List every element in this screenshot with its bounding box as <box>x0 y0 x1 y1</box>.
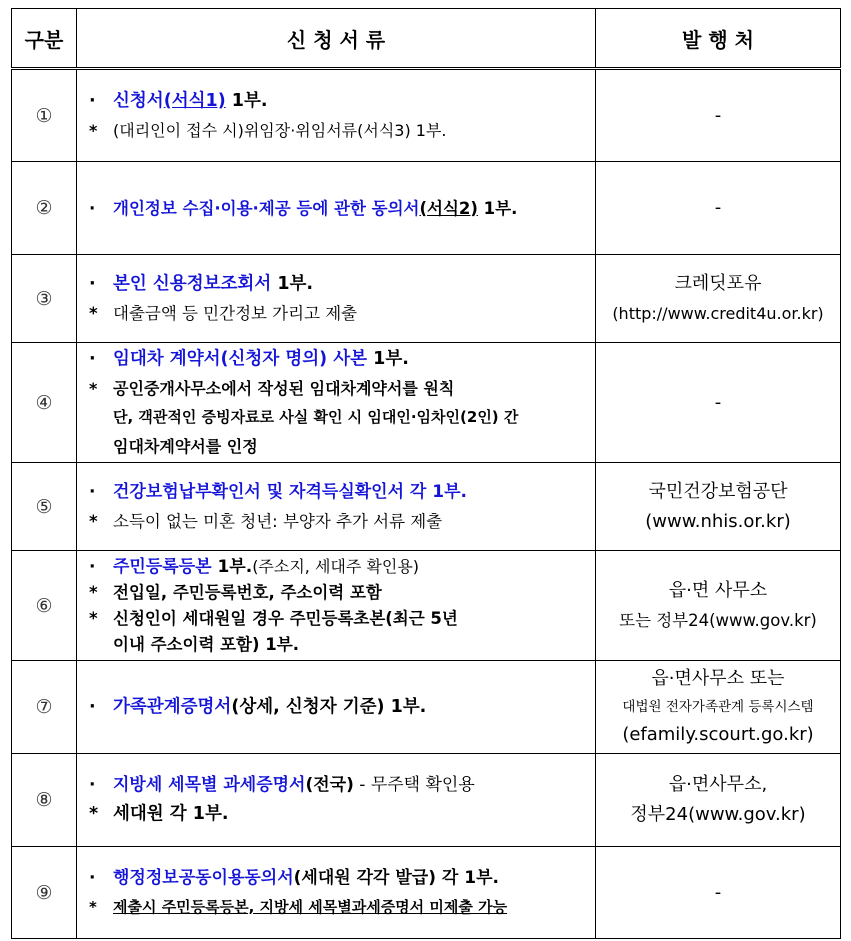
asterisk-icon: * <box>89 120 98 140</box>
table-row <box>12 661 841 754</box>
issuer-cell: 읍·면 사무소 또는 정부24(www.gov.kr) <box>596 551 841 661</box>
row-number: ⑥ <box>12 551 77 661</box>
row-number: ④ <box>12 343 77 463</box>
document-cell: · 개인정보 수집·이용·제공 등에 관한 동의서(서식2) 1부. <box>77 162 596 255</box>
bullet-icon: · <box>89 273 96 294</box>
issuer-cell: 읍·면사무소, 정부24(www.gov.kr) <box>596 754 841 847</box>
issuer-cell: - <box>596 69 841 162</box>
document-cell: · 임대차 계약서(신청자 명의) 사본 1부. * 공인중개사무소에서 작성된 임대차계약서를 원칙 단, 객관적인 증빙자료로 사실 확인 시 임대인·임차인(2인) 간 임대차계약서를 인정 <box>77 343 596 463</box>
row-number: ⑤ <box>12 463 77 551</box>
document-cell: · 가족관계증명서(상세, 신청자 기준) 1부. <box>77 661 596 754</box>
issuer-cell: - <box>596 847 841 939</box>
row-number: ⑦ <box>12 661 77 754</box>
bullet-icon: · <box>89 867 96 888</box>
bullet-icon: · <box>89 481 96 502</box>
row-number: ③ <box>12 255 77 343</box>
asterisk-icon: * <box>89 582 98 602</box>
bullet-icon: · <box>89 90 96 111</box>
table-row <box>12 69 841 162</box>
issuer-cell: - <box>596 343 841 463</box>
asterisk-icon: * <box>89 897 97 916</box>
bullet-icon: · <box>89 198 96 218</box>
table-row <box>12 343 841 463</box>
bullet-icon: · <box>89 696 96 717</box>
header-issuer: 발 행 처 <box>596 9 841 69</box>
table-row <box>12 551 841 661</box>
header-row <box>12 9 841 69</box>
document-cell: · 행정정보공동이용동의서(세대원 각각 발급) 각 1부. * 제출시 주민등록등본, 지방세 세목별과세증명서 미제출 가능 <box>77 847 596 939</box>
document-cell: · 본인 신용정보조회서 1부. * 대출금액 등 민간정보 가리고 제출 <box>77 255 596 343</box>
document-cell: · 지방세 세목별 과세증명서(전국) - 무주택 확인용 * 세대원 각 1부. <box>77 754 596 847</box>
document-cell: · 신청서(서식1) 1부. * (대리인이 접수 시)위임장·위임서류(서식3) 1부. <box>77 69 596 162</box>
issuer-cell: 국민건강보험공단 (www.nhis.or.kr) <box>596 463 841 551</box>
document-cell: · 건강보험납부확인서 및 자격득실확인서 각 1부. * 소득이 없는 미혼 청년: 부양자 추가 서류 제출 <box>77 463 596 551</box>
header-documents: 신 청 서 류 <box>77 9 596 69</box>
table-row <box>12 754 841 847</box>
table-row <box>12 463 841 551</box>
row-number: ⑨ <box>12 847 77 939</box>
row-number: ② <box>12 162 77 255</box>
asterisk-icon: * <box>89 608 98 628</box>
asterisk-icon: * <box>89 511 98 531</box>
bullet-icon: · <box>89 556 96 577</box>
issuer-cell: 읍·면사무소 또는 대법원 전자가족관계 등록시스템 (efamily.scourt.go.kr) <box>596 661 841 754</box>
bullet-icon: · <box>89 348 96 369</box>
asterisk-icon: * <box>89 303 98 323</box>
asterisk-icon: * <box>89 804 99 824</box>
row-number: ⑧ <box>12 754 77 847</box>
table-row <box>12 255 841 343</box>
documents-table <box>11 8 841 939</box>
table-row <box>12 847 841 939</box>
row-number: ① <box>12 69 77 162</box>
table-row <box>12 162 841 255</box>
document-cell: · 주민등록등본 1부.(주소지, 세대주 확인용) * 전입일, 주민등록번호, 주소이력 포함 * 신청인이 세대원일 경우 주민등록초본(최근 5년 이내 주소이력 포함) 1부. <box>77 551 596 661</box>
header-category: 구분 <box>12 9 77 69</box>
asterisk-icon: * <box>89 378 98 398</box>
issuer-cell: - <box>596 162 841 255</box>
bullet-icon: · <box>89 775 96 795</box>
issuer-cell: 크레딧포유 (http://www.credit4u.or.kr) <box>596 255 841 343</box>
